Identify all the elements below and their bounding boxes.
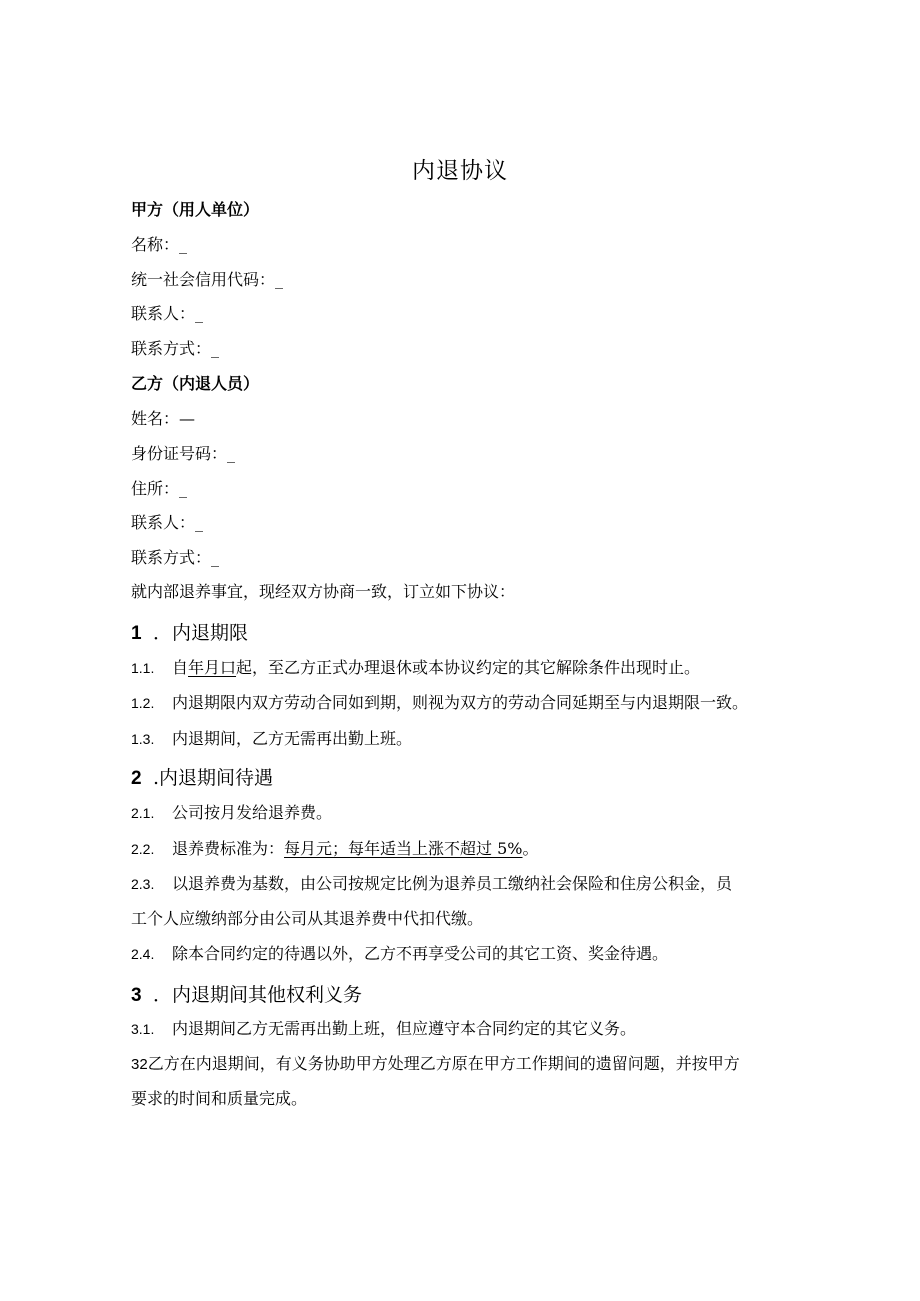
clause-underlined-field: 年月口 bbox=[188, 658, 237, 677]
clause-number: 2.3. bbox=[131, 876, 155, 892]
party-b-heading: 乙方（内退人员） bbox=[131, 374, 260, 393]
clause-number: 2.1. bbox=[131, 805, 155, 821]
section-number: 2 bbox=[131, 768, 142, 789]
party-a-contact-method: 联系方式：_ bbox=[131, 339, 220, 358]
section-title: ．内退期限 bbox=[153, 622, 249, 644]
party-a-heading: 甲方（用人单位） bbox=[131, 200, 260, 219]
clause-2-2 bbox=[131, 837, 539, 861]
clause-number: 1.2. bbox=[131, 695, 155, 711]
clause-2-1 bbox=[131, 801, 332, 825]
party-a-credit-code: 统一社会信用代码：_ bbox=[131, 270, 284, 289]
clause-text-pre: 退养费标准为： bbox=[172, 839, 285, 858]
section-heading bbox=[131, 619, 248, 648]
clause-number: 2.4. bbox=[131, 946, 155, 962]
section-number: 1 bbox=[131, 623, 142, 644]
party-b-contact-person: 联系人：_ bbox=[131, 513, 204, 532]
clause-1-3 bbox=[131, 727, 412, 751]
clause-3-1 bbox=[131, 1017, 636, 1041]
clause-1-2 bbox=[131, 691, 748, 715]
document-title: 内退协议 bbox=[412, 158, 508, 184]
clause-3-2 bbox=[131, 1052, 740, 1077]
clause-2-3 bbox=[131, 872, 732, 896]
clause-number: 3.1. bbox=[131, 1021, 155, 1037]
clause-text: 内退期间，乙方无需再出勤上班。 bbox=[172, 729, 413, 748]
clause-text-pre: 自 bbox=[172, 658, 189, 677]
party-b-address: 住所：_ bbox=[131, 479, 188, 498]
clause-text: 除本合同约定的待遇以外，乙方不再享受公司的其它工资、奖金待遇。 bbox=[172, 944, 669, 963]
clause-2-4 bbox=[131, 942, 668, 966]
preamble: 就内部退养事宜，现经双方协商一致，订立如下协议： bbox=[131, 582, 516, 601]
clause-3-2-continuation: 要求的时间和质量完成。 bbox=[131, 1089, 308, 1108]
clause-text: 内退期间乙方无需再出勤上班，但应遵守本合同约定的其它义务。 bbox=[172, 1019, 637, 1038]
clause-underlined-field: 每月元；每年适当上涨不超过 5% bbox=[284, 839, 523, 858]
party-b-id-number: 身份证号码：_ bbox=[131, 444, 236, 463]
clause-number: 32 bbox=[131, 1056, 148, 1073]
clause-number: 2.2. bbox=[131, 841, 155, 857]
section-heading bbox=[131, 764, 273, 793]
clause-number: 1.1. bbox=[131, 660, 155, 676]
party-a-name: 名称：_ bbox=[131, 235, 188, 254]
clause-2-3-continuation: 工个人应缴纳部分由公司从其退养费中代扣代缴。 bbox=[131, 909, 484, 928]
clause-1-1 bbox=[131, 656, 700, 680]
party-a-contact-person: 联系人：_ bbox=[131, 304, 204, 323]
clause-text: 以退养费为基数，由公司按规定比例为退养员工缴纳社会保险和住房公积金，员 bbox=[172, 874, 733, 893]
clause-text: 乙方在内退期间，有义务协助甲方处理乙方原在甲方工作期间的遗留问题，并按甲方 bbox=[147, 1054, 740, 1073]
clause-text-post: 起，至乙方正式办理退休或本协议约定的其它解除条件出现时止。 bbox=[236, 658, 701, 677]
section-title: .内退期间待遇 bbox=[153, 767, 274, 789]
clause-text-post: 。 bbox=[522, 839, 539, 858]
section-title: ．内退期间其他权利义务 bbox=[153, 984, 363, 1006]
clause-text: 内退期限内双方劳动合同如到期，则视为双方的劳动合同延期至与内退期限一致。 bbox=[172, 693, 749, 712]
section-heading bbox=[131, 981, 362, 1010]
clause-text: 公司按月发给退养费。 bbox=[172, 803, 333, 822]
clause-number: 1.3. bbox=[131, 731, 155, 747]
section-number: 3 bbox=[131, 985, 142, 1006]
party-b-name: 姓名：— bbox=[131, 409, 196, 428]
party-b-contact-method: 联系方式：_ bbox=[131, 548, 220, 567]
